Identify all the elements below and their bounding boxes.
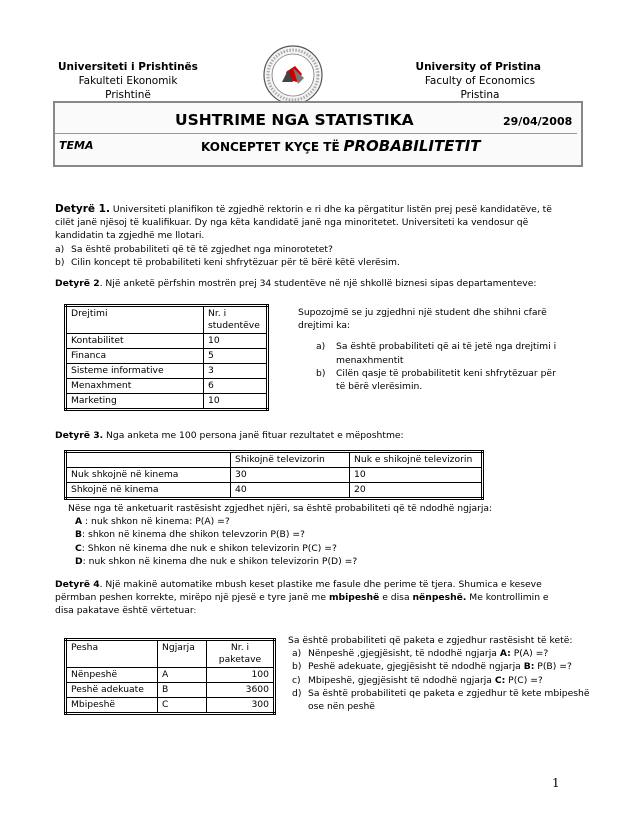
q3-intro: Nëse nga të anketuarit rastësisht zgjedhet njëri, sa është probabiliteti që të ndodhë ngjarja: xyxy=(68,503,493,514)
header-right-faculty: Faculty of Economics xyxy=(424,75,536,87)
list-text xyxy=(308,647,548,660)
table-cell: 20 xyxy=(350,483,483,499)
event-key: C xyxy=(75,542,82,554)
table-header-cell: Drejtimi xyxy=(66,306,204,334)
table-cell: 300 xyxy=(207,698,275,714)
list-text-main: Sa është probabiliteti qe paketa e zgjedhur të kete mbipeshë ose nën peshë xyxy=(308,687,590,713)
list-text-prob: P(B) =? xyxy=(534,661,572,673)
list-marker: b) xyxy=(316,367,326,379)
event-line xyxy=(68,515,568,528)
q2-side-text: Supozojmë se ju zgjedhni një student dhe shihni cfarë drejtimi ka: xyxy=(298,307,547,332)
header-left-city: Prishtinë xyxy=(105,89,151,98)
event-key: B xyxy=(75,529,83,541)
table-cell: 10 xyxy=(204,334,268,349)
q3-events xyxy=(68,502,568,568)
q1-label: Detyrë 1. xyxy=(55,203,110,215)
list-text-main: Mbipeshë, gjegjësisht të ndodhë ngjarja xyxy=(308,674,495,686)
event-key: A xyxy=(75,516,83,528)
list-item xyxy=(292,687,608,713)
q1-block xyxy=(55,203,565,269)
table-cell: Shkojnë në kinema xyxy=(66,483,231,499)
list-text-event: A: xyxy=(499,648,511,660)
q2-table xyxy=(64,304,269,411)
q1-text: Universiteti planifikon të zgjedhë rektorin e ri dhe ka përgatitur listën prej pesë kandidatëve, të cilët janë njësoj të kualifikuar. Dy nga këta kandidatë janë nga minoritetet. Universiteti ka vendosur që kandidatin ta zgjedhë me llotari. xyxy=(55,204,552,242)
event-text: : Shkon në kinema dhe nuk e shikon televizorin P(C) =? xyxy=(81,542,337,554)
table-cell: 6 xyxy=(204,379,268,394)
event-line xyxy=(68,528,568,541)
university-seal-logo xyxy=(262,44,324,106)
table-cell: Mbipeshë xyxy=(66,698,158,714)
event-line xyxy=(68,542,568,555)
q2-label: Detyrë 2 xyxy=(55,278,100,289)
list-marker: c) xyxy=(292,674,301,686)
q1-paragraph xyxy=(55,203,565,243)
page-number: 1 xyxy=(552,776,560,790)
q4-paragraph xyxy=(55,578,567,618)
list-item xyxy=(292,674,608,687)
q4-colon: : xyxy=(193,606,197,616)
q4-bold-overweight: mbipeshë xyxy=(328,592,380,604)
list-marker: d) xyxy=(292,687,302,699)
q4-text-b: e disa xyxy=(379,592,413,604)
table-header-cell: Nr. i paketave xyxy=(207,640,275,668)
q4-list xyxy=(288,647,608,713)
table-row xyxy=(66,334,268,349)
list-item xyxy=(292,660,608,673)
table-cell: 10 xyxy=(350,468,483,483)
table-row xyxy=(66,468,483,483)
q2-side xyxy=(298,306,568,393)
q3-paragraph xyxy=(55,429,575,442)
q4-text-a: . Një makinë automatike mbush keset plastike me fasule dhe perime të tjera. Shumica e keseve përmban peshen korrekte, mirëpo një pjesë e tyre janë me xyxy=(55,579,542,604)
q4-table xyxy=(64,638,276,715)
list-text xyxy=(308,687,608,713)
header-right-city: Pristina xyxy=(460,89,500,98)
table-header-cell: Nuk e shikojnë televizorin xyxy=(350,452,483,468)
title-frame xyxy=(53,101,583,167)
list-text-main: Nënpeshë ,gjegjësisht, të ndodhë ngjarja xyxy=(308,648,500,660)
event-line xyxy=(68,555,568,568)
q2-paragraph xyxy=(55,277,575,290)
table-cell: Sisteme informative xyxy=(66,364,204,379)
table-cell: Financa xyxy=(66,349,204,364)
header-left-faculty: Fakulteti Ekonomik xyxy=(78,75,178,87)
table-cell: Marketing xyxy=(66,394,204,410)
table-cell: B xyxy=(158,683,207,698)
q3-table xyxy=(64,450,484,500)
table-cell: 100 xyxy=(207,668,275,683)
table-header-row xyxy=(66,640,275,668)
table-cell: Menaxhment xyxy=(66,379,204,394)
header-right-university: University of Pristina xyxy=(415,61,541,73)
table-cell: Kontabilitet xyxy=(66,334,204,349)
list-item xyxy=(292,647,608,660)
list-text-event: C: xyxy=(494,674,506,686)
table-cell: 30 xyxy=(231,468,350,483)
table-row xyxy=(66,349,268,364)
table-cell: Peshë adekuate xyxy=(66,683,158,698)
list-item xyxy=(316,367,568,393)
list-marker: b) xyxy=(55,256,65,268)
table-header-cell: Pesha xyxy=(66,640,158,668)
q3-label: Detyrë 3. xyxy=(55,430,104,441)
tema-label: TEMA xyxy=(59,139,94,152)
table-cell: A xyxy=(158,668,207,683)
table-row xyxy=(66,668,275,683)
q4-side-intro: Sa është probabiliteti që paketa e zgjedhur rastësisht të ketë: xyxy=(288,635,573,646)
table-row xyxy=(66,394,268,410)
q2-list xyxy=(298,340,568,393)
q4-side xyxy=(288,634,608,713)
list-item xyxy=(316,340,568,366)
list-marker: b) xyxy=(292,661,302,673)
table-header-row xyxy=(66,452,483,468)
table-cell: 40 xyxy=(231,483,350,499)
page-title: USHTRIME NGA STATISTIKA xyxy=(175,111,414,129)
table-cell: Nënpeshë xyxy=(66,668,158,683)
table-header-cell: Nr. i studentëve xyxy=(204,306,268,334)
list-text-main: Peshë adekuate, gjegjësisht të ndodhë ngjarja xyxy=(308,661,524,673)
event-text: : nuk shkon në kinema dhe nuk e shikon televizorin P(D) =? xyxy=(82,555,358,567)
list-text xyxy=(308,674,543,687)
list-text: Cilin koncept të probabiliteti keni shfrytëzuar për të bërë këtë vlerësim. xyxy=(71,256,400,268)
list-item xyxy=(55,256,565,269)
table-row xyxy=(66,364,268,379)
date: 29/04/2008 xyxy=(503,115,573,128)
table-header-cell: Shikojnë televizorin xyxy=(231,452,350,468)
event-text: : shkon në kinema dhe shikon televzorin P(B) =? xyxy=(82,529,305,541)
q1-list xyxy=(55,243,565,269)
table-row xyxy=(66,379,268,394)
list-marker: a) xyxy=(55,243,65,255)
q2-text: . Një anketë përfshin mostrën prej 34 studentëve në një shkollë biznesi sipas departamenteve: xyxy=(99,278,537,289)
table-header-row xyxy=(66,306,268,334)
subtitle xyxy=(201,137,481,155)
q4-label: Detyrë 4 xyxy=(55,579,100,590)
table-cell: Nuk shkojnë në kinema xyxy=(66,468,231,483)
table-cell: 3600 xyxy=(207,683,275,698)
list-text: Cilën qasje të probabilitetit keni shfrytëzuar për të bërë vlerësimin. xyxy=(336,367,556,393)
table-row xyxy=(66,483,483,499)
q4-text-c: Me kontrollimin e disa pakatave është vërtetuar xyxy=(55,592,549,617)
table-row xyxy=(66,683,275,698)
q3-text: Nga anketa me 100 persona janë fituar rezultatet e mëposhtme: xyxy=(106,430,404,441)
table-cell: 3 xyxy=(204,364,268,379)
list-text-event: B: xyxy=(523,661,535,673)
list-text-prob: P(A) =? xyxy=(510,648,549,660)
header-left-university: Universiteti i Prishtinës xyxy=(58,61,198,73)
table-header-cell: Ngjarja xyxy=(158,640,207,668)
table-row xyxy=(66,698,275,714)
list-item xyxy=(55,243,565,256)
event-text: : nuk shkon në kinema: P(A) =? xyxy=(82,516,230,528)
subtitle-emphasis: PROBABILITETIT xyxy=(343,137,481,155)
list-text: Sa është probabiliteti që ai të jetë nga drejtimi i menaxhmentit xyxy=(336,341,557,366)
q4-bold-underweight: nënpeshë. xyxy=(412,592,467,604)
table-cell: C xyxy=(158,698,207,714)
table-cell: 5 xyxy=(204,349,268,364)
list-text: Sa është probabiliteti që të të zgjedhet nga minorotetet? xyxy=(71,243,333,255)
event-key: D xyxy=(75,555,83,567)
table-header-cell xyxy=(66,452,231,468)
table-cell: 10 xyxy=(204,394,268,410)
list-marker: a) xyxy=(292,648,302,660)
list-text xyxy=(308,660,572,673)
list-marker: a) xyxy=(316,341,326,353)
subtitle-prefix: KONCEPTET KYÇE TË xyxy=(201,140,340,154)
list-text-prob: P(C) =? xyxy=(505,674,543,686)
